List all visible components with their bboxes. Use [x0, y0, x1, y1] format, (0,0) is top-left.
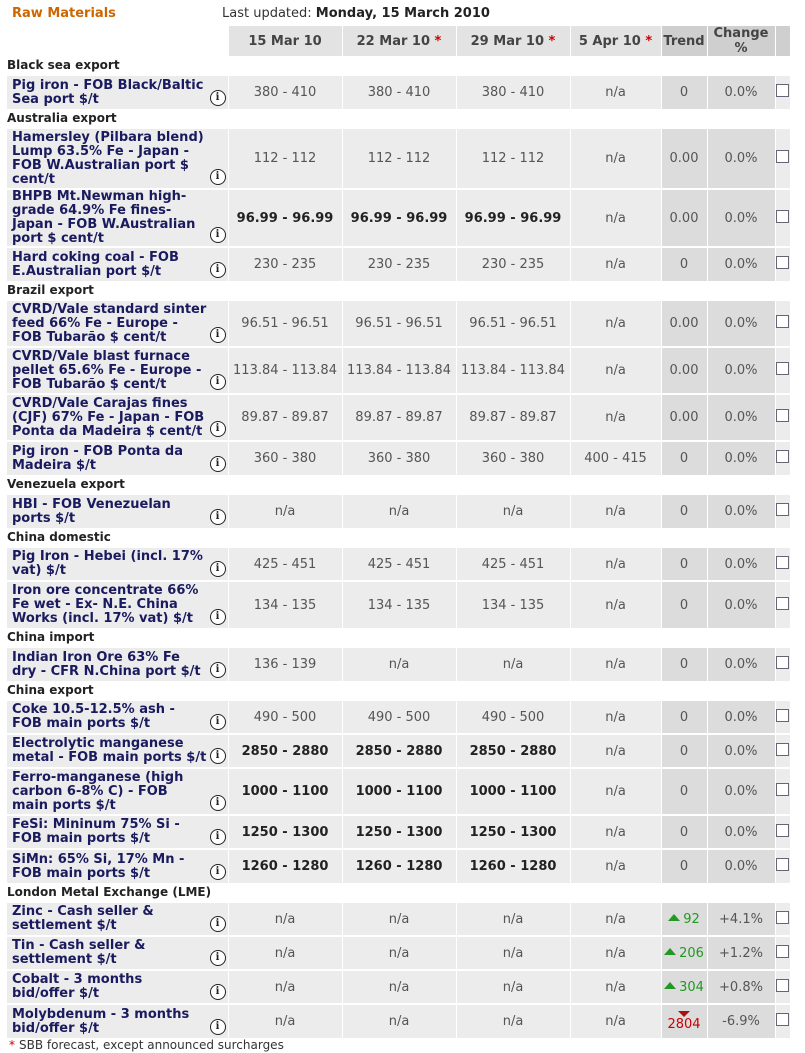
price-5-apr: n/a [570, 547, 661, 581]
info-icon[interactable]: i [210, 950, 226, 966]
info-icon[interactable]: i [210, 509, 226, 525]
price-29-mar: 112 - 112 [456, 128, 570, 189]
table-row [7, 1004, 790, 1038]
product-name-cell [7, 936, 228, 970]
select-checkbox[interactable] [776, 656, 789, 669]
table-row [7, 347, 790, 394]
select-cell [775, 902, 790, 936]
header-blank [7, 26, 228, 56]
select-cell [775, 347, 790, 394]
product-name-link[interactable]: Ferro-manganese (high carbon 6-8% C) - FOB main ports $/t [12, 769, 184, 813]
info-icon[interactable]: i [210, 421, 226, 437]
trend-value: 92 [683, 911, 700, 927]
price-5-apr: n/a [570, 300, 661, 347]
trend-value-wrap [668, 912, 700, 927]
product-name-link[interactable]: SiMn: 65% Si, 17% Mn - FOB main ports $/t [12, 851, 185, 881]
product-name-link[interactable]: Zinc - Cash seller & settlement $/t [12, 904, 154, 933]
trend-cell: 0 [661, 441, 707, 475]
select-cell [775, 394, 790, 441]
product-name-cell [7, 647, 228, 681]
price-15-mar: 136 - 139 [228, 647, 342, 681]
info-icon[interactable]: i [210, 327, 226, 343]
price-5-apr: n/a [570, 734, 661, 768]
change-percent: +1.2% [707, 936, 775, 970]
price-15-mar: 112 - 112 [228, 128, 342, 189]
select-checkbox[interactable] [776, 597, 789, 610]
section-title: Black sea export [7, 56, 790, 75]
product-name-link[interactable]: CVRD/Vale Carajas fines (CJF) 67% Fe - Japan - FOB Ponta da Madeira $ cent/t [12, 395, 205, 439]
price-15-mar: 89.87 - 89.87 [228, 394, 342, 441]
price-5-apr: n/a [570, 700, 661, 734]
select-cell [775, 547, 790, 581]
last-updated-label: Last updated: [222, 5, 312, 21]
table-row [7, 547, 790, 581]
price-5-apr: n/a [570, 849, 661, 883]
price-29-mar: 96.99 - 96.99 [456, 189, 570, 247]
trend-cell: 0.00 [661, 189, 707, 247]
change-percent: 0.0% [707, 394, 775, 441]
section-header-row [7, 56, 790, 75]
price-15-mar: n/a [228, 494, 342, 528]
price-29-mar: n/a [456, 970, 570, 1004]
prices-table [7, 26, 790, 1038]
price-22-mar: n/a [342, 647, 456, 681]
product-name-cell [7, 902, 228, 936]
price-29-mar: n/a [456, 936, 570, 970]
info-icon[interactable]: i [210, 374, 226, 390]
price-22-mar: 230 - 235 [342, 247, 456, 281]
price-15-mar: 490 - 500 [228, 700, 342, 734]
raw-materials-panel [7, 0, 790, 1052]
change-percent: 0.0% [707, 441, 775, 475]
col-header-22-mar: 22 Mar 10 * [342, 26, 456, 56]
trend-cell: 0.00 [661, 394, 707, 441]
change-percent: 0.0% [707, 647, 775, 681]
table-row [7, 300, 790, 347]
change-percent: 0.0% [707, 300, 775, 347]
product-name-link[interactable]: Indian Iron Ore 63% Fe dry - CFR N.China port $/t [12, 649, 201, 679]
trend-cell: 0 [661, 849, 707, 883]
price-29-mar: 230 - 235 [456, 247, 570, 281]
trend-cell: 0 [661, 815, 707, 849]
info-icon[interactable]: i [210, 662, 226, 678]
change-percent: +0.8% [707, 970, 775, 1004]
table-row [7, 394, 790, 441]
price-22-mar: 360 - 380 [342, 441, 456, 475]
trend-cell [661, 902, 707, 936]
trend-value: 304 [679, 979, 704, 995]
section-title: Australia export [7, 109, 790, 128]
product-name-cell [7, 815, 228, 849]
price-29-mar: 89.87 - 89.87 [456, 394, 570, 441]
price-29-mar: 425 - 451 [456, 547, 570, 581]
select-cell [775, 300, 790, 347]
table-row [7, 441, 790, 475]
info-icon[interactable]: i [210, 609, 226, 625]
price-29-mar: 1000 - 1100 [456, 768, 570, 815]
trend-cell: 0 [661, 247, 707, 281]
triangle-up-icon [664, 948, 676, 955]
price-22-mar: 1250 - 1300 [342, 815, 456, 849]
trend-cell [661, 936, 707, 970]
price-5-apr: 400 - 415 [570, 441, 661, 475]
price-15-mar: 230 - 235 [228, 247, 342, 281]
triangle-up-icon [668, 914, 680, 921]
product-name-link[interactable]: Cobalt - 3 months bid/offer $/t [12, 972, 143, 1001]
trend-cell: 0 [661, 547, 707, 581]
table-row [7, 581, 790, 628]
price-5-apr: n/a [570, 970, 661, 1004]
product-name-cell [7, 970, 228, 1004]
price-15-mar: 96.51 - 96.51 [228, 300, 342, 347]
change-percent: 0.0% [707, 768, 775, 815]
price-5-apr: n/a [570, 189, 661, 247]
select-checkbox[interactable] [776, 362, 789, 375]
change-percent: 0.0% [707, 547, 775, 581]
price-22-mar: n/a [342, 902, 456, 936]
product-name-link[interactable]: FeSi: Mininum 75% Si - FOB main ports $/t [12, 817, 180, 846]
price-29-mar: 96.51 - 96.51 [456, 300, 570, 347]
select-checkbox[interactable] [776, 945, 789, 958]
col-header-29-mar: 29 Mar 10 * [456, 26, 570, 56]
product-name-cell [7, 347, 228, 394]
select-checkbox[interactable] [776, 743, 789, 756]
product-name-cell [7, 75, 228, 109]
product-name-cell [7, 581, 228, 628]
trend-cell: 0.00 [661, 128, 707, 189]
change-percent: 0.0% [707, 347, 775, 394]
info-icon[interactable]: i [210, 456, 226, 472]
product-name-cell [7, 300, 228, 347]
select-checkbox[interactable] [776, 256, 789, 269]
price-5-apr: n/a [570, 581, 661, 628]
section-header-row [7, 528, 790, 547]
product-name-link[interactable]: Coke 10.5-12.5% ash - FOB main ports $/t [12, 702, 175, 731]
product-name-cell [7, 128, 228, 189]
info-icon[interactable]: i [210, 262, 226, 278]
trend-cell: 0 [661, 581, 707, 628]
trend-cell: 0 [661, 494, 707, 528]
table-row [7, 128, 790, 189]
table-row [7, 815, 790, 849]
select-checkbox[interactable] [776, 709, 789, 722]
select-cell [775, 1004, 790, 1038]
price-29-mar: 1260 - 1280 [456, 849, 570, 883]
select-cell [775, 700, 790, 734]
info-icon[interactable]: i [210, 1019, 226, 1035]
section-title: London Metal Exchange (LME) [7, 883, 790, 902]
change-percent: 0.0% [707, 128, 775, 189]
select-checkbox[interactable] [776, 450, 789, 463]
section-title: China domestic [7, 528, 790, 547]
trend-value: 206 [679, 945, 704, 961]
select-cell [775, 189, 790, 247]
section-title: Venezuela export [7, 475, 790, 494]
table-row [7, 75, 790, 109]
info-icon[interactable]: i [210, 864, 226, 880]
select-checkbox[interactable] [776, 84, 789, 97]
trend-cell: 0 [661, 75, 707, 109]
price-29-mar: 1250 - 1300 [456, 815, 570, 849]
price-22-mar: n/a [342, 494, 456, 528]
price-22-mar: 113.84 - 113.84 [342, 347, 456, 394]
price-15-mar: 1000 - 1100 [228, 768, 342, 815]
col-header-15-mar: 15 Mar 10 [228, 26, 342, 56]
product-name-link[interactable]: Pig Iron - Hebei (incl. 17% vat) $/t [12, 549, 203, 578]
price-29-mar: 134 - 135 [456, 581, 570, 628]
table-row [7, 970, 790, 1004]
section-title: China export [7, 681, 790, 700]
trend-cell: 0 [661, 647, 707, 681]
price-22-mar: 490 - 500 [342, 700, 456, 734]
product-name-cell [7, 734, 228, 768]
section-header-row [7, 281, 790, 300]
price-5-apr: n/a [570, 347, 661, 394]
section-header-row [7, 883, 790, 902]
product-name-cell [7, 849, 228, 883]
product-name-cell [7, 394, 228, 441]
price-15-mar: 360 - 380 [228, 441, 342, 475]
col-header-trend: Trend [661, 26, 707, 56]
price-15-mar: 380 - 410 [228, 75, 342, 109]
product-name-link[interactable]: Electrolytic manganese metal - FOB main ports $/t [12, 736, 207, 765]
trend-cell: 0 [661, 768, 707, 815]
change-percent: 0.0% [707, 815, 775, 849]
trend-value-wrap [664, 980, 704, 995]
price-5-apr: n/a [570, 815, 661, 849]
table-row [7, 494, 790, 528]
footnote-text: SBB forecast, except announced surcharges [19, 1038, 284, 1052]
table-row [7, 700, 790, 734]
trend-cell: 0 [661, 734, 707, 768]
price-5-apr: n/a [570, 394, 661, 441]
select-cell [775, 768, 790, 815]
col-header-change: Change % [707, 26, 775, 56]
change-percent: 0.0% [707, 849, 775, 883]
select-cell [775, 128, 790, 189]
change-percent: 0.0% [707, 247, 775, 281]
col-header-5-apr: 5 Apr 10 * [570, 26, 661, 56]
price-22-mar: 1000 - 1100 [342, 768, 456, 815]
select-checkbox[interactable] [776, 150, 789, 163]
select-checkbox[interactable] [776, 409, 789, 422]
change-percent: 0.0% [707, 581, 775, 628]
panel-title: Raw Materials [12, 5, 116, 21]
last-updated-date: Monday, 15 March 2010 [315, 5, 490, 21]
product-name-link[interactable]: BHPB Mt.Newman high-grade 64.9% Fe fines- Japan - FOB W.Australian port $ cent/t [12, 189, 196, 246]
change-percent: 0.0% [707, 75, 775, 109]
select-cell [775, 936, 790, 970]
price-22-mar: 1260 - 1280 [342, 849, 456, 883]
trend-cell: 0.00 [661, 300, 707, 347]
change-percent: 0.0% [707, 189, 775, 247]
select-cell [775, 75, 790, 109]
change-percent: +4.1% [707, 902, 775, 936]
info-icon[interactable]: i [210, 227, 226, 243]
price-22-mar: n/a [342, 936, 456, 970]
trend-cell [661, 970, 707, 1004]
product-name-link[interactable]: Pig iron - FOB Black/Baltic Sea port $/t [12, 77, 204, 107]
product-name-cell [7, 547, 228, 581]
price-15-mar: n/a [228, 1004, 342, 1038]
price-29-mar: 490 - 500 [456, 700, 570, 734]
select-checkbox[interactable] [776, 858, 789, 871]
info-icon[interactable]: i [210, 916, 226, 932]
select-checkbox[interactable] [776, 911, 789, 924]
select-cell [775, 970, 790, 1004]
triangle-up-icon [664, 982, 676, 989]
trend-value: 2804 [667, 1017, 701, 1032]
price-15-mar: n/a [228, 936, 342, 970]
price-15-mar: n/a [228, 902, 342, 936]
price-22-mar: 380 - 410 [342, 75, 456, 109]
price-5-apr: n/a [570, 936, 661, 970]
info-icon[interactable]: i [210, 795, 226, 811]
price-29-mar: 380 - 410 [456, 75, 570, 109]
price-22-mar: n/a [342, 970, 456, 1004]
price-5-apr: n/a [570, 75, 661, 109]
table-row [7, 734, 790, 768]
product-name-link[interactable]: CVRD/Vale standard sinter feed 66% Fe - Europe - FOB Tubarão $ cent/t [12, 301, 207, 345]
table-row [7, 902, 790, 936]
info-icon[interactable]: i [210, 169, 226, 185]
section-header-row [7, 109, 790, 128]
trend-cell: 0.00 [661, 347, 707, 394]
product-name-cell [7, 441, 228, 475]
table-row [7, 936, 790, 970]
table-row [7, 647, 790, 681]
select-checkbox[interactable] [776, 824, 789, 837]
price-15-mar: 96.99 - 96.99 [228, 189, 342, 247]
select-cell [775, 441, 790, 475]
price-29-mar: n/a [456, 902, 570, 936]
product-name-cell [7, 247, 228, 281]
select-checkbox[interactable] [776, 503, 789, 516]
select-checkbox[interactable] [776, 783, 789, 796]
price-15-mar: 113.84 - 113.84 [228, 347, 342, 394]
price-22-mar: 2850 - 2880 [342, 734, 456, 768]
product-name-link[interactable]: Hard coking coal - FOB E.Australian port $/t [12, 249, 179, 279]
trend-cell [661, 1004, 707, 1038]
select-cell [775, 734, 790, 768]
section-header-row [7, 681, 790, 700]
product-name-link[interactable]: Iron ore concentrate 66% Fe wet - Ex- N.E. China Works (incl. 17% vat) $/t [12, 583, 199, 626]
price-15-mar: 425 - 451 [228, 547, 342, 581]
change-percent: 0.0% [707, 700, 775, 734]
product-name-link[interactable]: Tin - Cash seller & settlement $/t [12, 938, 146, 967]
price-22-mar: 425 - 451 [342, 547, 456, 581]
price-22-mar: 134 - 135 [342, 581, 456, 628]
product-name-link[interactable]: Pig iron - FOB Ponta da Madeira $/t [12, 443, 183, 473]
price-15-mar: n/a [228, 970, 342, 1004]
price-22-mar: 89.87 - 89.87 [342, 394, 456, 441]
product-name-cell [7, 189, 228, 247]
price-29-mar: 113.84 - 113.84 [456, 347, 570, 394]
table-row [7, 768, 790, 815]
price-5-apr: n/a [570, 902, 661, 936]
select-checkbox[interactable] [776, 315, 789, 328]
price-15-mar: 134 - 135 [228, 581, 342, 628]
info-icon[interactable]: i [210, 748, 226, 764]
change-percent: 0.0% [707, 734, 775, 768]
price-22-mar: 96.51 - 96.51 [342, 300, 456, 347]
section-title: China import [7, 628, 790, 647]
panel-header [7, 0, 790, 26]
price-5-apr: n/a [570, 247, 661, 281]
product-name-cell [7, 768, 228, 815]
select-checkbox[interactable] [776, 979, 789, 992]
info-icon[interactable]: i [210, 561, 226, 577]
change-percent: -6.9% [707, 1004, 775, 1038]
select-cell [775, 849, 790, 883]
product-name-cell [7, 700, 228, 734]
price-15-mar: 1260 - 1280 [228, 849, 342, 883]
price-15-mar: 2850 - 2880 [228, 734, 342, 768]
product-name-link[interactable]: Molybdenum - 3 months bid/offer $/t [12, 1006, 190, 1036]
select-checkbox[interactable] [776, 210, 789, 223]
price-29-mar: n/a [456, 647, 570, 681]
select-cell [775, 581, 790, 628]
product-name-cell [7, 1004, 228, 1038]
select-checkbox[interactable] [776, 556, 789, 569]
section-title: Brazil export [7, 281, 790, 300]
column-header-row [7, 26, 790, 56]
info-icon[interactable]: i [210, 714, 226, 730]
price-5-apr: n/a [570, 128, 661, 189]
section-header-row [7, 475, 790, 494]
select-cell [775, 247, 790, 281]
price-22-mar: 112 - 112 [342, 128, 456, 189]
section-header-row [7, 628, 790, 647]
select-cell [775, 494, 790, 528]
select-checkbox[interactable] [776, 1013, 789, 1026]
select-cell [775, 647, 790, 681]
change-percent: 0.0% [707, 494, 775, 528]
info-icon[interactable]: i [210, 984, 226, 1000]
select-cell [775, 815, 790, 849]
price-29-mar: n/a [456, 494, 570, 528]
product-name-link[interactable]: HBI - FOB Venezuelan ports $/t [12, 496, 171, 526]
trend-cell: 0 [661, 700, 707, 734]
table-row [7, 849, 790, 883]
price-29-mar: 2850 - 2880 [456, 734, 570, 768]
info-icon[interactable]: i [210, 829, 226, 845]
price-5-apr: n/a [570, 494, 661, 528]
price-22-mar: 96.99 - 96.99 [342, 189, 456, 247]
trend-value-wrap [664, 946, 704, 961]
price-5-apr: n/a [570, 1004, 661, 1038]
product-name-link[interactable]: Hamersley (Pilbara blend) Lump 63.5% Fe - Japan - FOB W.Australian port $ cent/t [12, 129, 204, 187]
price-5-apr: n/a [570, 647, 661, 681]
col-header-select [775, 26, 790, 56]
table-row [7, 247, 790, 281]
table-row [7, 189, 790, 247]
price-29-mar: n/a [456, 1004, 570, 1038]
last-updated [222, 6, 490, 21]
price-15-mar: 1250 - 1300 [228, 815, 342, 849]
product-name-cell [7, 494, 228, 528]
footnote [7, 1038, 790, 1052]
price-5-apr: n/a [570, 768, 661, 815]
price-22-mar: n/a [342, 1004, 456, 1038]
price-29-mar: 360 - 380 [456, 441, 570, 475]
product-name-link[interactable]: CVRD/Vale blast furnace pellet 65.6% Fe - Europe - FOB Tubarão $ cent/t [12, 348, 202, 392]
footnote-star: * [9, 1038, 15, 1052]
info-icon[interactable]: i [210, 90, 226, 106]
